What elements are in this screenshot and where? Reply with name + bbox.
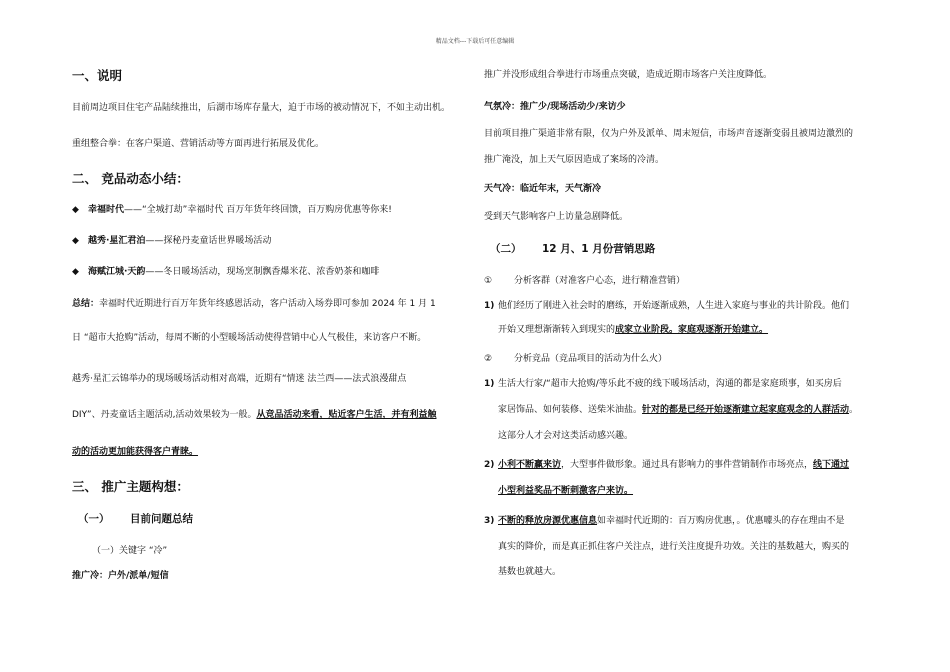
cold-2-line-2: 推广淹没，加上天气原因造成了案场的冷清。 [484,155,665,165]
circled-point-text: 分析客群（对准客户心态，进行精准营销） [514,276,686,286]
summary-text: DIY”、丹麦童话主题活动,活动效果较为一般。 [72,410,257,420]
summary-text: 幸福时代近期进行百万年货年终感恩活动，客户活动入场券即可参加 2024 年 1 月 1 [99,299,436,309]
competitor-bullet-2 [72,235,271,247]
competitor-name: 越秀·星汇君泊 [88,236,146,246]
subheading-title: 12 月、1 月份营销思路 [542,243,656,255]
point-emphasis: 小利不断赢来访 [498,460,562,470]
keyword-line: （一）关键字 “冷” [92,546,168,556]
summary-line-4 [72,409,436,421]
section-3-subheading [78,512,193,526]
point-text: 如幸福时代近期的：百万购房优惠，。优惠噱头的存在理由不是 [597,516,845,526]
competitor-point-1-line-1 [484,378,842,390]
summary-label: 总结： [72,299,100,309]
summary-line-2: 日 “超市大抢购”活动，每周不断的小型暖场活动使得营销中心人气极佳，来访客户不断。 [72,333,427,343]
circled-number-2: ② [484,354,493,364]
competitor-name: 海赋江城·天韵 [88,267,146,277]
section-1-title: 一、说明 [72,68,123,83]
point-text: 生活大行家/“超市大抢购/等乐此不疲的线下暖场活动，沟通的都是家庭琐事，如买房后 [498,379,842,389]
summary-emphasis: 从竞品活动来看，贴近客户生活，并有利益触 [256,410,437,420]
point-number: 2) [484,460,495,470]
cold-2-title: 气氛冷：推广少/现场活动少/来访少 [484,102,626,112]
subheading-title: 目前问题总结 [130,513,193,525]
circled-point-2 [484,353,667,365]
point-text: 家居饰品、如何装修、送柴米油盐。 [498,405,643,415]
point-emphasis: 成家立业阶段。家庭观逐渐开始建立。 [615,325,769,335]
point-text: ，大型事件做形象。通过具有影响力的事件营销制作市场亮点， [561,460,814,470]
competitor-desc: ——“全城打劫”幸福时代 百万年货年终回馈，百万购房优惠等你来! [124,205,392,215]
point-number: 1) [484,301,495,311]
point-text: 开始又理想渐渐转入到现实的 [498,325,616,335]
competitor-point-2-line-2: 小型利益奖品不断刺激客户来访。 [498,486,634,496]
cold-3-line-1: 受到天气影响客户上访量急剧降低。 [484,212,629,222]
section-1-paragraph-1: 目前周边项目住宅产品陆续推出，后湖市场库存量大，迫于市场的被动情况下，不如主动出机。 [72,103,451,113]
competitor-point-1-line-3: 这部分人才会对这类活动感兴趣。 [498,431,634,441]
section-2-title: 二、 竞品动态小结： [72,171,189,186]
circled-number-1: ① [484,276,493,286]
competitor-point-3-line-1 [484,515,845,527]
point-emphasis: 线下通过 [813,460,850,470]
section-1-paragraph-2: 重组整合拳：在客户渠道、营销活动等方面再进行拓展及优化。 [72,139,325,149]
summary-line-3: 越秀·星汇云锦举办的现场暖场活动相对高端，近期有“情迷 法兰西——法式浪漫甜点 [72,374,407,384]
subheading-number: （二） [490,243,522,255]
cold-1-title: 推广冷：户外/派单/短信 [72,571,169,581]
diamond-bullet-icon: ◆ [72,205,79,215]
audience-point-1-line-2 [498,324,768,336]
point-emphasis: 针对的都是已经开始逐渐建立起家庭观念的人群活动 [642,405,850,415]
subheading-number: （一） [78,513,110,525]
competitor-bullet-1 [72,204,392,216]
section-3-title: 三、 推广主题构想： [72,479,189,494]
circled-point-1 [484,275,685,287]
competitor-name: 幸福时代 [88,205,125,215]
competitor-point-1-line-2 [498,404,858,416]
competitor-point-2-line-1 [484,459,849,471]
point-number: 3) [484,516,495,526]
point-text: 。 [849,405,859,415]
competitor-desc: ——探秘丹麦童话世界暖场活动 [145,236,272,246]
competitor-bullet-3 [72,266,379,278]
diamond-bullet-icon: ◆ [72,236,79,246]
point-text: 他们经历了刚进入社会时的磨练，开始逐渐成熟，人生进入家庭与事业的共计阶段。他们 [498,301,850,311]
competitor-desc: ——冬日暖场活动，现场烹制飘香爆米花、浓香奶茶和咖啡 [145,267,380,277]
diamond-bullet-icon: ◆ [72,267,79,277]
summary-line-5: 动的活动更加能获得客户青睐。 [72,447,199,457]
cold-3-title: 天气冷：临近年末，天气渐冷 [484,184,602,194]
competitor-point-3-line-3: 基数也就越大。 [498,567,562,577]
section-3-subheading-2 [490,242,655,256]
page-header: 精品文档---下载后可任意编辑 [435,38,515,45]
point-number: 1) [484,379,495,389]
point-emphasis: 不断的释放房源优惠信息 [498,516,598,526]
cold-2-line-1: 目前项目推广渠道非常有限，仅为户外及派单、周末短信，市场声音逐渐变弱且被周边激烈的 [484,129,854,139]
summary-line-1 [72,298,436,310]
competitor-point-3-line-2: 真实的降价，而是真正抓住客户关注点，进行关注度提升功效。关注的基数越大，购买的 [498,542,850,552]
circled-point-text: 分析竞品（竞品项目的活动为什么火） [514,354,668,364]
cold-1-continuation: 推广并没形成组合拳进行市场重点突破，造成近期市场客户关注度降低。 [484,70,773,80]
audience-point-1-line-1 [484,300,849,312]
